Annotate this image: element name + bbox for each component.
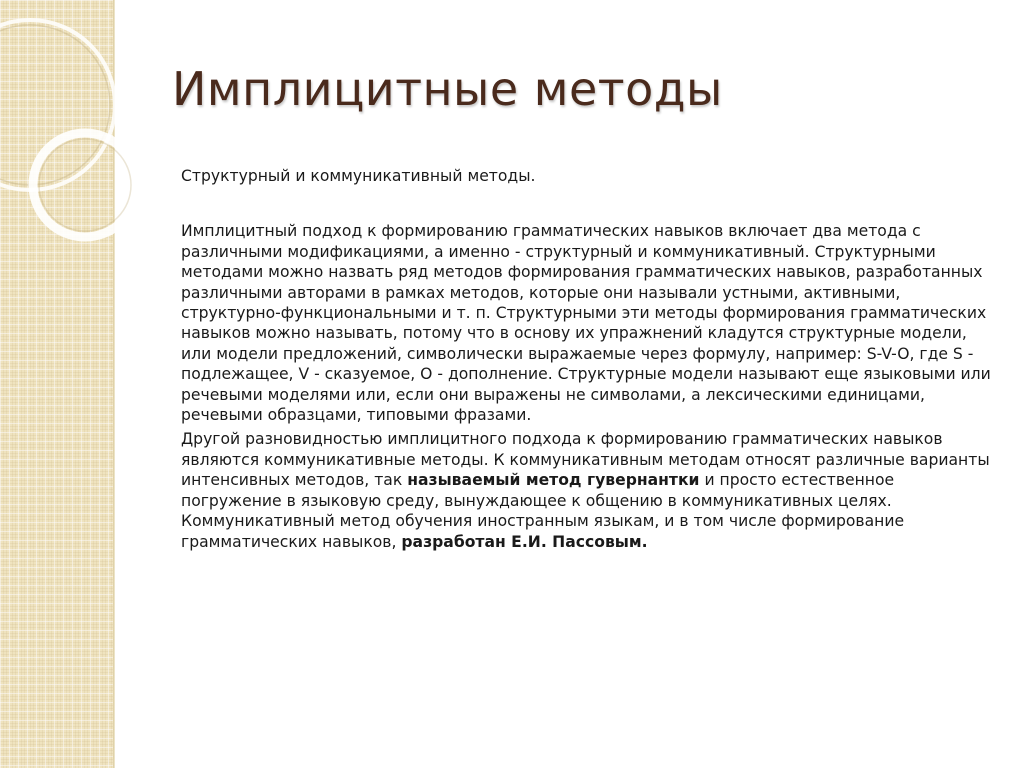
slide-subtitle: Структурный и коммуникативный методы. [181, 167, 536, 185]
paragraph-2-bold-passov: разработан Е.И. Пассовым. [401, 532, 648, 551]
paragraph-implicit-approach: Имплицитный подход к формированию грамматических навыков включает два метода с различными модификациями, а именно - структурный и коммуникативный. Структурными методами можно назвать ряд методов формирования грамматических навыков, разработанных различными авторами в рамках методов, которые они называли устными, активными, структурно-функциональными и т. п. Структурными эти методы формирования грамматических навыков можно называть, потому что в основу их упражнений кладутся структурные модели, или модели предложений, символически выражаемые через формулу, например: S-V-O, где S - подлежащее, V - сказуемое, О - дополнение. Структурные модели называют еще языковыми или речевыми моделями или, если они выражены не символами, а лексическими единицами, речевыми образцами, типовыми фразами. [181, 222, 991, 425]
paragraph-2-text-part-2: и просто естественное погружение в языковую среду, вынуждающее к общению в коммуникативных целях. Коммуникативный метод обучения иностранным языкам, и в том числе формирование грамматических навыков, [181, 471, 905, 551]
paragraph-2-bold-governess-method: называемый метод гувернантки [407, 471, 700, 490]
paragraph-communicative-methods [181, 429, 996, 551]
slide-title: Имплицитные методы [172, 62, 723, 116]
decorative-rings [0, 0, 140, 260]
slide-content [181, 166, 996, 552]
paragraph-2-text-part-1: Другой разновидностью имплицитного подхода к формированию грамматических навыков являются коммуникативные методы. К коммуникативным методам относят различные варианты интенсивных методов, так [181, 430, 990, 490]
